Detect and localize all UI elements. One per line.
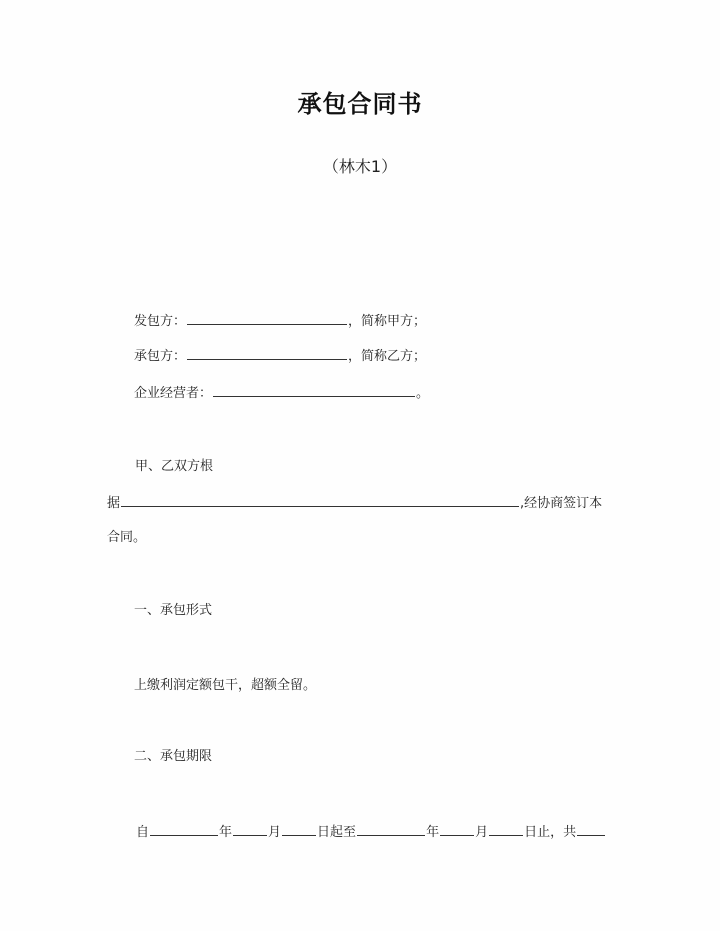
term-from-label: 自 bbox=[136, 825, 150, 840]
end-month-blank[interactable] bbox=[440, 822, 474, 836]
end-year-label: 年 bbox=[426, 825, 440, 840]
party-operator-line bbox=[134, 383, 429, 403]
preamble-prefix: 据 bbox=[107, 496, 121, 511]
party-operator-blank[interactable] bbox=[213, 383, 415, 397]
preamble-suffix: ,经协商签订本 bbox=[520, 496, 603, 511]
section-1-body: 上缴利润定额包干，超额全留。 bbox=[134, 678, 317, 693]
preamble-line-2 bbox=[107, 493, 602, 513]
party-employer-suffix: ，简称甲方； bbox=[348, 314, 427, 329]
party-contractor-blank[interactable] bbox=[187, 346, 347, 360]
start-year-label: 年 bbox=[219, 825, 233, 840]
party-operator-label: 企业经营者： bbox=[134, 386, 213, 401]
document-title: 承包合同书 bbox=[297, 90, 423, 118]
end-day-blank[interactable] bbox=[489, 822, 523, 836]
end-year-blank[interactable] bbox=[357, 822, 425, 836]
end-month-label: 月 bbox=[475, 825, 489, 840]
preamble-basis-blank[interactable] bbox=[121, 493, 519, 507]
section-1-heading: 一、承包形式 bbox=[134, 603, 213, 618]
party-employer-line bbox=[134, 311, 426, 331]
party-contractor-line bbox=[134, 346, 426, 366]
party-employer-blank[interactable] bbox=[187, 311, 347, 325]
start-day-to-label: 日起至 bbox=[317, 825, 357, 840]
section-2-term-line bbox=[136, 822, 606, 842]
document-subtitle: （林木1） bbox=[322, 157, 398, 176]
start-month-label: 月 bbox=[268, 825, 282, 840]
start-year-blank[interactable] bbox=[150, 822, 218, 836]
preamble-line-3: 合同。 bbox=[107, 530, 147, 545]
party-contractor-suffix: ，简称乙方； bbox=[348, 349, 427, 364]
preamble-line-1: 甲、乙双方根 bbox=[135, 459, 214, 474]
end-day-total-label: 日止，共 bbox=[524, 825, 577, 840]
total-duration-blank[interactable] bbox=[577, 822, 605, 836]
party-employer-label: 发包方： bbox=[134, 314, 187, 329]
party-operator-suffix: 。 bbox=[416, 386, 430, 401]
section-2-heading: 二、承包期限 bbox=[134, 749, 213, 764]
party-contractor-label: 承包方： bbox=[134, 349, 187, 364]
start-month-blank[interactable] bbox=[233, 822, 267, 836]
start-day-blank[interactable] bbox=[282, 822, 316, 836]
